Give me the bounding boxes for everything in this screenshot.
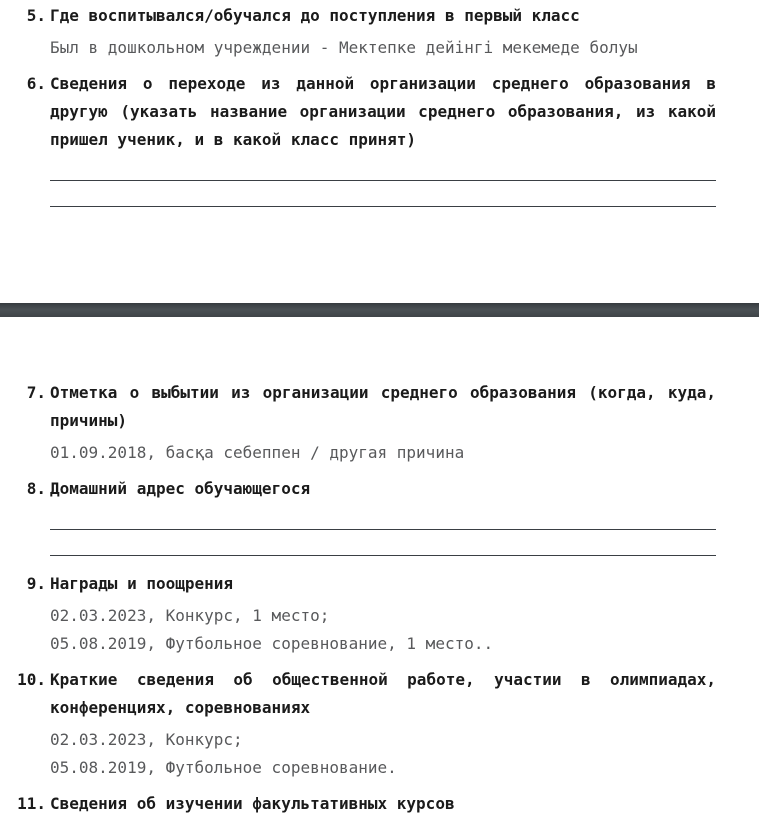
question-item-11 xyxy=(0,790,716,818)
answer-text: 02.03.2023, Конкурс; xyxy=(50,730,243,749)
question-text: Где воспитывался/обучался до поступления в первый класс xyxy=(50,6,580,25)
answers-block xyxy=(50,439,716,467)
answers-block xyxy=(50,726,716,782)
item-number: 6. xyxy=(26,74,46,93)
question-item-8 xyxy=(0,475,716,556)
question-item-10 xyxy=(0,666,716,782)
item-content xyxy=(50,790,716,818)
item-number: 11. xyxy=(17,794,46,813)
answer-text: 05.08.2019, Футбольное соревнование, 1 место.. xyxy=(50,634,494,653)
answer-text: Был в дошкольном учреждении - Мектепке дейінгі мекемеде болуы xyxy=(50,38,638,57)
item-number: 9. xyxy=(26,574,46,593)
question-text: Краткие сведения об общественной работе, участии в олимпиадах, конференциях, соревнованиях xyxy=(50,670,716,717)
question-text: Отметка о выбытии из организации среднего образования (когда, куда, причины) xyxy=(50,383,716,430)
fill-in-line xyxy=(50,154,716,181)
answer-text: 05.08.2019, Футбольное соревнование. xyxy=(50,758,397,777)
item-content xyxy=(50,475,716,556)
answers-block xyxy=(50,34,716,62)
question-item-5 xyxy=(0,2,716,62)
item-number: 7. xyxy=(26,383,46,402)
item-number: 10. xyxy=(17,670,46,689)
answers-block xyxy=(50,602,716,658)
item-content xyxy=(50,570,716,658)
item-number: 8. xyxy=(26,479,46,498)
page-segment-top xyxy=(0,0,716,207)
fill-in-line xyxy=(50,181,716,207)
question-text: Сведения об изучении факультативных курсов xyxy=(50,794,455,813)
question-item-9 xyxy=(0,570,716,658)
question-item-7 xyxy=(0,379,716,467)
page-segment-bottom xyxy=(0,317,716,818)
item-content xyxy=(50,666,716,782)
answer-text: 02.03.2023, Конкурс, 1 место; xyxy=(50,606,330,625)
question-text: Сведения о переходе из данной организации среднего образования в другую (указать название организации среднего образования, из какой пришел ученик, и в какой класс принят) xyxy=(50,74,716,149)
fill-in-line xyxy=(50,530,716,556)
item-content xyxy=(50,2,716,62)
question-item-6 xyxy=(0,70,716,207)
fill-in-line xyxy=(50,503,716,530)
question-text: Домашний адрес обучающегося xyxy=(50,479,311,498)
question-text: Награды и поощрения xyxy=(50,574,234,593)
item-number: 5. xyxy=(26,6,46,25)
item-content xyxy=(50,70,716,207)
answer-text: 01.09.2018, басқа себеппен / другая причина xyxy=(50,443,465,462)
page-separator xyxy=(0,303,759,317)
item-content xyxy=(50,379,716,467)
